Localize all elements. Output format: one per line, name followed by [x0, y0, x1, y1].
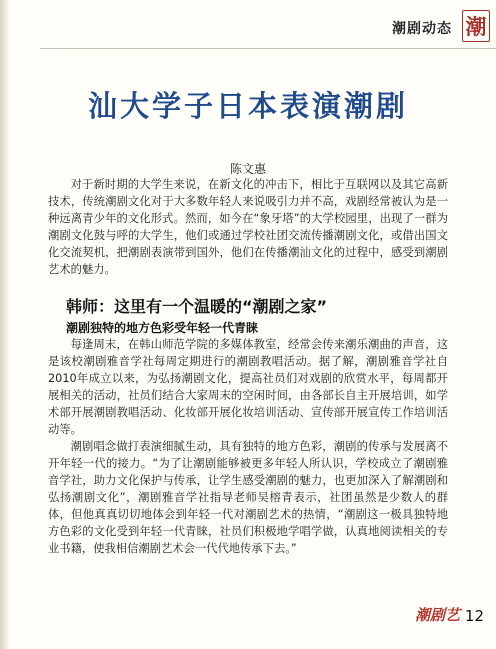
- magazine-logo: 潮剧艺: [414, 606, 460, 624]
- article-title: 汕大学子日本表演潮剧: [87, 89, 408, 123]
- page-header: [40, 0, 496, 49]
- body-paragraph-3: 潮剧唱念做打表演细腻生动，具有独特的地方色彩，潮剧的传承与发展离不开年轻一代的接力。“为了让潮剧能够被更多年轻人所认识，学校成立了潮剧雅音学社，助力文化保护与传承，让学生感受潮剧的魅力，也更加深入了解潮剧和弘扬潮剧文化”，潮剧雅音学社指导老师吴榕青表示，社团虽然是少数人的群体，但他真真切切地体会到年轻一代对潮剧艺术的热情，“潮剧这一极具独特地方色彩的文化受到年轻一代青睐，社员们积极地学唱学做，认真地阅读相关的专业书籍，使我相信潮剧艺术会一代代地传承下去。”: [48, 440, 448, 555]
- section-heading: 韩师：这里有一个温暖的“潮剧之家”: [66, 297, 328, 316]
- intro-paragraph: 对于新时期的大学生来说，在新文化的冲击下，相比于互联网以及其它高新技术，传统潮剧文化对于大多数年轻人来说吸引力并不高，戏剧经常被认为是一种远离青少年的文化形式。然而，如今在“象牙塔”的大学校园里，出现了一群为潮剧文化鼓与呼的大学生，他们或通过学校社团交流传播潮剧文化，或借出国文化交流契机，把潮剧表演带到国外，他们在传播潮汕文化的过程中，感受到潮剧艺术的魅力。: [48, 178, 448, 276]
- chao-seal-logo: 潮: [462, 10, 490, 42]
- body-paragraph-2: 每逢周末，在韩山师范学院的多媒体教室，经常会传来潮乐潮曲的声音，这是该校潮剧雅音学社每周定期进行的潮剧教唱活动。据了解，潮剧雅音学社自2010年成立以来，为弘扬潮剧文化，提高社员们对戏剧的欣赏水平，每周都开展相关的活动，社员们结合大家周末的空闲时间，由各部长自主开展培训，如学术部开展潮剧教唱活动、化妆部开展化妆培训活动、宣传部开展宣传工作培训活动等。: [48, 338, 448, 436]
- section-label: 潮剧动态: [392, 21, 452, 37]
- article-author: 陈文惠: [229, 162, 266, 176]
- page-number: 12: [464, 607, 484, 625]
- sub-heading: 潮剧独特的地方色彩受年轻一代青睐: [66, 321, 259, 335]
